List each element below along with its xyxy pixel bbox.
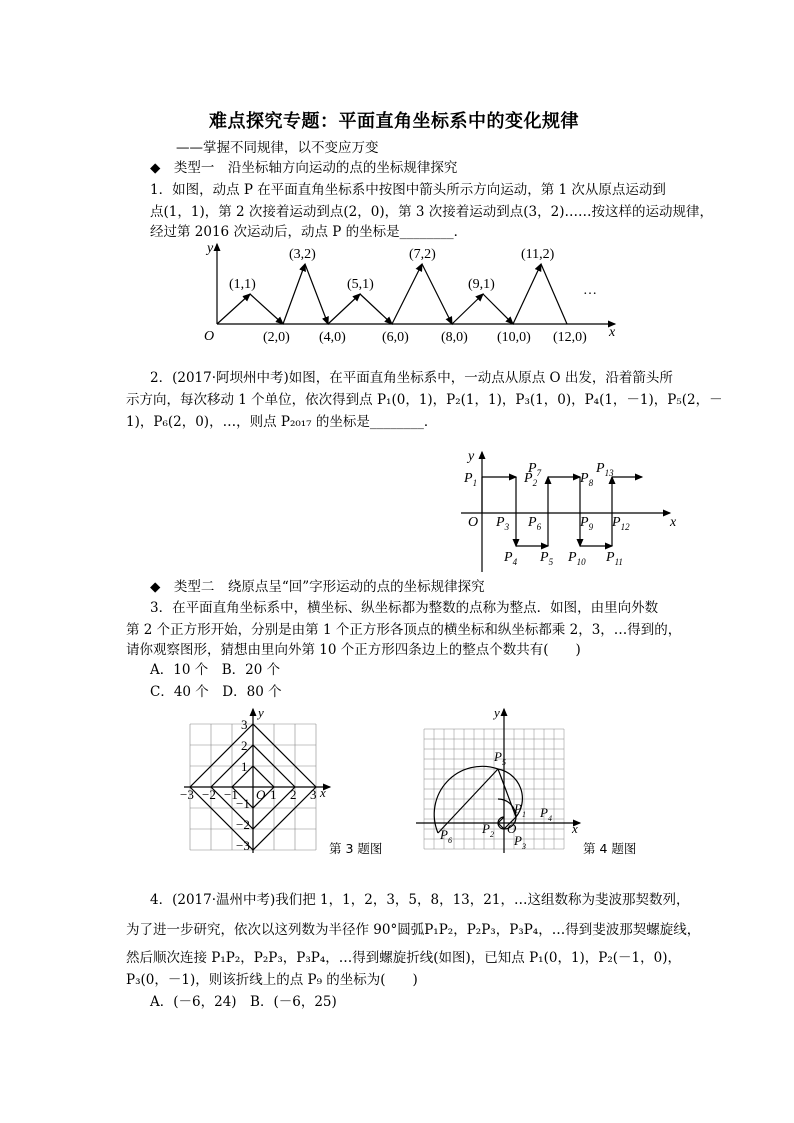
- q3-tick-y-3: 3: [241, 717, 248, 732]
- q2-line1: 2．(2017·阿坝州中考)如图，在平面直角坐标系中，一动点从原点 O 出发，沿着箭头所: [150, 370, 673, 386]
- page-title: 难点探究专题：平面直角坐标系中的变化规律: [209, 111, 579, 132]
- q2-figure: [456, 446, 686, 574]
- q3-tick-x-neg3: −3: [180, 787, 194, 802]
- q3-tick-x-3: 3: [310, 787, 317, 802]
- q4-origin-label: O: [507, 821, 517, 836]
- q4-y-label: y: [494, 705, 500, 720]
- q4-label-p5: $P_5$: [494, 749, 506, 767]
- q3-tick-y-neg1: −1: [236, 796, 250, 811]
- q1-bottom-labels: [263, 330, 587, 345]
- q1-ellipsis: …: [583, 283, 597, 298]
- q2-label-p1: $P_1$: [464, 471, 478, 488]
- q1-label-9-1: (9,1): [468, 277, 495, 292]
- type1-heading: ◆ 类型一 沿坐标轴方向运动的点的坐标规律探究: [150, 160, 458, 176]
- q1-x-label: x: [609, 325, 616, 340]
- q3-y-label: y: [258, 705, 264, 720]
- q1-label-11-2: (11,2): [521, 247, 555, 262]
- q1-label-4-0: (4,0): [319, 330, 346, 345]
- q1-line3: 经过第 2016 次运动后，动点 P 的坐标是________．: [150, 224, 468, 240]
- q3-tick-x-neg2: −2: [202, 787, 216, 802]
- q1-top-labels: [229, 247, 597, 298]
- q1-label-7-2: (7,2): [409, 247, 436, 262]
- q2-label-p13: $P_{13}$: [596, 461, 614, 478]
- q3-tick-x-1: 1: [270, 787, 277, 802]
- q2-y-label: y: [468, 449, 475, 464]
- q4-figure-caption: 第 4 题图: [583, 841, 637, 856]
- q2-label-p5: $P_5$: [540, 550, 554, 567]
- q1-origin-label: O: [204, 329, 215, 344]
- page-subtitle: ——掌握不同规律，以不变应万变: [176, 140, 379, 156]
- q1-line1: 1．如图，动点 P 在平面直角坐标系中按图中箭头所示方向运动，第 1 次从原点运动到: [150, 182, 666, 198]
- q3-options-cd: C．40 个 D．80 个: [150, 684, 282, 700]
- q2-origin-label: O: [468, 515, 479, 530]
- q2-label-p12: $P_{12}$: [612, 515, 630, 532]
- q2-path: [482, 477, 642, 546]
- q4-x-label: x: [572, 821, 578, 836]
- q1-y-label: y: [207, 241, 214, 256]
- q1-label-10-0: (10,0): [497, 330, 531, 345]
- q2-line2: 示方向，每次移动 1 个单位，依次得到点 P₁(0，1)，P₂(1，1)，P₃(1，0)，P₄(1，－1)，P₅(2，－: [126, 392, 723, 408]
- q3-options-ab: A．10 个 B．20 个: [150, 662, 281, 678]
- q2-x-label: x: [670, 515, 677, 530]
- q2-label-p7: $P_7$: [528, 461, 542, 478]
- q3-line3: 请你观察图形，猜想由里向外第 10 个正方形四条边上的整点个数共有( ): [126, 642, 581, 658]
- q4-line4: P₃(0，－1)，则该折线上的点 P₉ 的坐标为( ): [126, 972, 418, 988]
- q1-label-6-0: (6,0): [382, 330, 409, 345]
- q3-figure-caption: 第 3 题图: [329, 841, 383, 856]
- q2-label-p6: $P_6$: [528, 515, 542, 532]
- q4-label-p1: $P_1$: [514, 801, 526, 819]
- q2-label-p3: $P_3$: [496, 515, 510, 532]
- q3-tick-x-2: 2: [290, 787, 297, 802]
- q4-label-p6: $P_6$: [440, 827, 452, 845]
- q2-label-p9: $P_9$: [580, 515, 594, 532]
- q1-label-1-1: (1,1): [229, 277, 256, 292]
- q4-label-p4: $P_4$: [540, 805, 552, 823]
- q1-label-3-2: (3,2): [289, 247, 316, 262]
- q1-zigzag-path: [217, 264, 567, 324]
- q4-options-ab: A．(－6，24) B．(－6，25): [150, 994, 337, 1010]
- q4-figure: [410, 705, 585, 855]
- q1-label-12-0: (12,0): [553, 330, 587, 345]
- q2-label-p2: $P_2$: [524, 471, 538, 488]
- q4-line3: 然后顺次连接 P₁P₂，P₂P₃，P₃P₄，…得到螺旋折线(如图)，已知点 P₁(0，1)，P₂(－1，0)，: [126, 950, 682, 966]
- q1-figure: [195, 240, 625, 355]
- q3-tick-x-neg1: −1: [224, 787, 238, 802]
- q2-label-p4: $P_4$: [504, 550, 518, 567]
- q1-label-2-0: (2,0): [263, 330, 290, 345]
- q4-label-p3: $P_3$: [514, 833, 526, 851]
- q1-line2: 点(1，1)，第 2 次接着运动到点(2，0)，第 3 次接着运动到点(3，2)……按这样的运动规律，: [150, 204, 713, 220]
- q3-line2: 第 2 个正方形开始，分别是由第 1 个正方形各顶点的横坐标和纵坐标都乘 2，3，…得到的，: [126, 622, 682, 638]
- q2-label-p8: $P_8$: [580, 471, 594, 488]
- q3-line1: 3．在平面直角坐标系中，横坐标、纵坐标都为整数的点称为整点．如图，由里向外数: [150, 600, 659, 616]
- q3-origin-label: O: [256, 787, 266, 802]
- q3-x-label: x: [320, 785, 326, 800]
- q2-label-p10: $P_{10}$: [568, 550, 586, 567]
- q3-tick-y-1: 1: [241, 759, 248, 774]
- q3-tick-y-2: 2: [241, 738, 248, 753]
- q3-tick-y-neg2: −2: [236, 817, 250, 832]
- q3-figure: [180, 705, 340, 855]
- q4-label-p2: $P_2$: [482, 821, 494, 839]
- q3-tick-y-neg3: −3: [236, 838, 250, 853]
- type2-heading: ◆ 类型二 绕原点呈“回”字形运动的点的坐标规律探究: [150, 579, 485, 595]
- q4-line2: 为了进一步研究，依次以这列数为半径作 90°圆弧P₁P₂，P₂P₃，P₃P₄，…得到斐波那契螺旋线，: [126, 922, 701, 938]
- q1-label-8-0: (8,0): [441, 330, 468, 345]
- q4-line1: 4．(2017·温州中考)我们把 1，1，2，3，5，8，13，21，…这组数称为斐波那契数列，: [150, 892, 690, 908]
- q1-label-5-1: (5,1): [347, 277, 374, 292]
- q2-label-p11: $P_{11}$: [606, 550, 623, 567]
- q2-line3: 1)，P₆(2，0)，…，则点 P₂₀₁₇ 的坐标是________．: [126, 414, 438, 430]
